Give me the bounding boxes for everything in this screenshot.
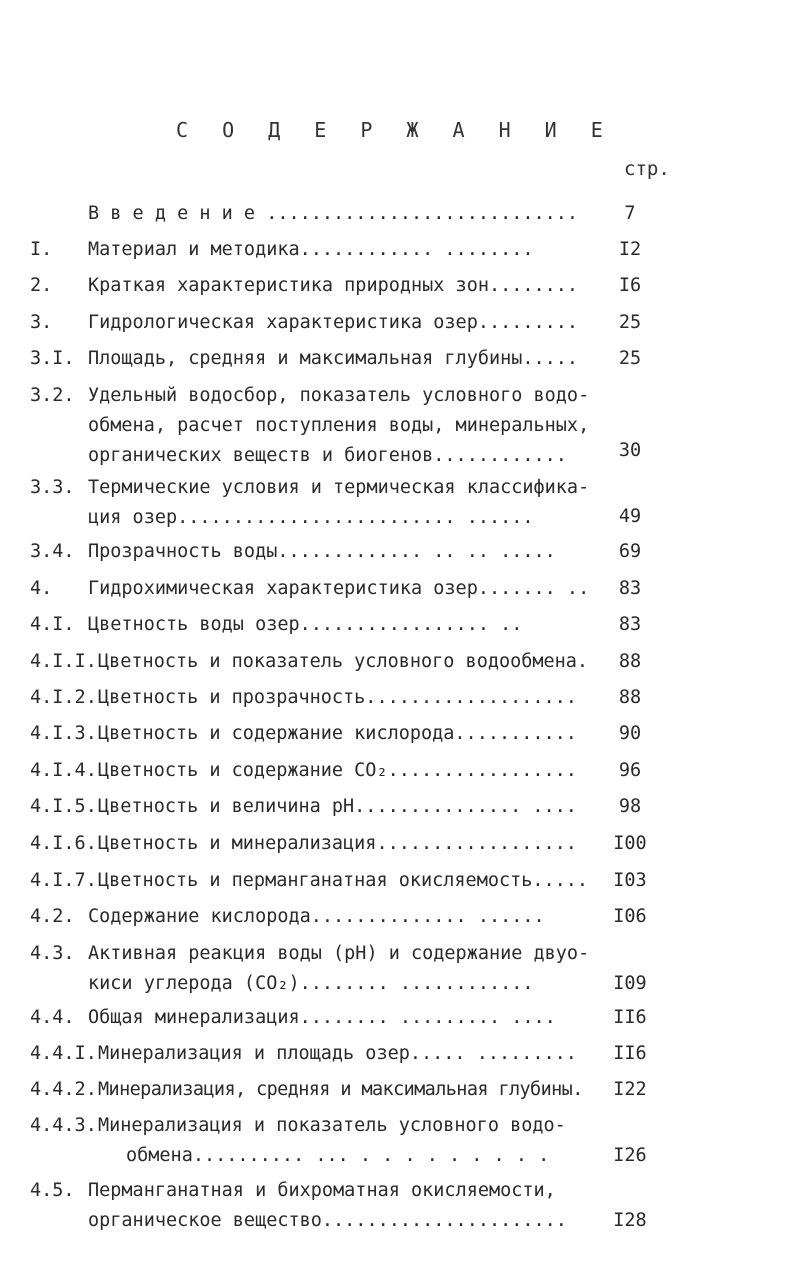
toc-entry-title <box>88 199 628 229</box>
toc-entry-title <box>98 719 638 749</box>
toc-entry-line: ция озер......................... ...... <box>88 507 534 528</box>
toc-entry-title <box>88 610 628 640</box>
page-column-label: стр. <box>624 158 670 180</box>
toc-entry-title <box>88 1176 628 1236</box>
toc-entry-number: 4.I.7. <box>30 870 97 891</box>
toc-entry-line: Краткая характеристика природных зон........ <box>88 275 579 296</box>
toc-entry-number: 4.I.2. <box>30 687 97 708</box>
toc-entry-line: В в е д е н и е ............................ <box>88 203 579 224</box>
toc-entry-line: Минерализация, средняя и максимальная глубины. <box>98 1079 583 1100</box>
toc-entry-number: 4.I.3. <box>30 723 97 744</box>
toc-entry-title <box>88 574 628 604</box>
toc-entry-page: I28 <box>613 1210 647 1231</box>
toc-entry-line: Цветность и содержание кислорода........... <box>98 723 577 744</box>
toc-entry-number: 3.I. <box>30 348 75 369</box>
toc-entry-number: 4.4.2. <box>30 1079 97 1100</box>
toc-entry-line: Цветность и показатель условного водообмена. <box>98 651 589 672</box>
toc-entry-page: I22 <box>613 1079 647 1100</box>
toc-entry-line: Минерализация и показатель условного водо- <box>98 1115 566 1136</box>
toc-entry-line: обмена, расчет поступления воды, минеральных, <box>88 415 590 436</box>
toc-entry-page: I26 <box>613 1145 647 1166</box>
toc-entry-title <box>88 308 628 338</box>
toc-entry-line: Термические условия и термическая классифика- <box>88 477 590 498</box>
toc-entry-page: I6 <box>618 275 642 296</box>
toc-entry-line: Площадь, средняя и максимальная глубины..... <box>88 348 579 369</box>
toc-entry-page: 90 <box>618 723 642 744</box>
toc-entry-title <box>98 756 638 786</box>
toc-entry-title <box>98 1111 638 1171</box>
toc-entry-title <box>88 235 628 265</box>
toc-entry-title <box>98 647 638 677</box>
toc-entry-title <box>88 537 628 567</box>
toc-entry-line: Цветность воды озер................. .. <box>88 614 523 635</box>
toc-entry-title <box>88 381 628 471</box>
toc-entry-number: 4.4. <box>30 1007 75 1028</box>
toc-entry-number: 4.5. <box>30 1180 75 1201</box>
toc-entry-number: I. <box>30 239 53 260</box>
toc-entry-line: Цветность и минерализация.................. <box>98 833 577 854</box>
toc-entry-page: II6 <box>613 1043 647 1064</box>
toc-entry-number: 4.I.I. <box>30 651 97 672</box>
toc-entry-number: 3.4. <box>30 541 75 562</box>
toc-entry-page: 7 <box>624 203 636 224</box>
toc-entry-title <box>88 902 628 932</box>
toc-entry-line: киси углерода (CO₂)........ ............ <box>88 973 534 994</box>
toc-entry-number: 4.I.6. <box>30 833 97 854</box>
toc-entry-page: I2 <box>618 239 642 260</box>
toc-entry-page: 69 <box>618 541 642 562</box>
toc-entry-line: обмена.......... ... . . . . . . . . . <box>126 1145 550 1166</box>
toc-entry-line: Цветность и величина pH............... .... <box>98 796 577 817</box>
toc-entry-line: Материал и методика............ ........ <box>88 239 534 260</box>
toc-entry-page: I03 <box>613 870 647 891</box>
toc-entry-page: 88 <box>618 687 642 708</box>
toc-entry-page: 49 <box>618 506 642 527</box>
toc-entry-title <box>98 1075 603 1105</box>
toc-entry-page: I00 <box>613 833 647 854</box>
toc-entry-number: 2. <box>30 275 53 296</box>
toc-entry-line: органическое вещество...................... <box>88 1210 567 1231</box>
toc-entry-title <box>88 271 628 301</box>
toc-entry-title <box>98 829 638 859</box>
toc-entry-page: 83 <box>618 578 642 599</box>
toc-entry-title <box>88 344 628 374</box>
toc-entry-title <box>98 866 638 896</box>
toc-entry-title <box>88 473 628 533</box>
toc-entry-title <box>98 1039 638 1069</box>
toc-entry-number: 4.I.5. <box>30 796 97 817</box>
toc-entry-title <box>98 792 638 822</box>
toc-entry-number: 3.3. <box>30 477 75 498</box>
toc-entry-page: 83 <box>618 614 642 635</box>
toc-entry-line: Минерализация и площадь озер..... ......... <box>98 1043 577 1064</box>
toc-entry-page: I06 <box>613 906 647 927</box>
toc-entry-title <box>98 683 638 713</box>
toc-entry-title <box>88 939 628 999</box>
toc-entry-number: 4.2. <box>30 906 75 927</box>
toc-entry-page: 25 <box>618 312 642 333</box>
toc-entry-line: Гидрологическая характеристика озер......... <box>88 312 579 333</box>
toc-entry-page: II6 <box>613 1007 647 1028</box>
toc-entry-line: Гидрохимическая характеристика озер....... .. <box>88 578 590 599</box>
toc-entry-number: 4.I. <box>30 614 75 635</box>
toc-entry-line: Цветность и перманганатная окисляемость..... <box>98 870 589 891</box>
toc-entry-line: Удельный водосбор, показатель условного водо- <box>88 385 590 406</box>
toc-entry-line: Перманганатная и бихроматная окисляемости, <box>88 1180 556 1201</box>
toc-entry-line: Содержание кислорода.............. ...... <box>88 906 545 927</box>
toc-entry-line: Активная реакция воды (pH) и содержание двуо- <box>88 943 590 964</box>
toc-entry-number: 3.2. <box>30 385 75 406</box>
toc-entry-number: 4.4.I. <box>30 1043 97 1064</box>
toc-entry-page: 30 <box>618 440 642 461</box>
toc-entry-line: Цветность и прозрачность................... <box>98 687 577 708</box>
toc-entry-line: Прозрачность воды............. .. .. ..... <box>88 541 556 562</box>
toc-entry-page: 88 <box>618 651 642 672</box>
toc-entry-number: 4. <box>30 578 53 599</box>
toc-entry-number: 4.4.3. <box>30 1115 97 1136</box>
toc-entry-number: 3. <box>30 312 53 333</box>
page-title: С О Д Е Р Ж А Н И Е <box>176 118 614 142</box>
toc-entry-page: 98 <box>618 796 642 817</box>
toc-entry-page: 25 <box>618 348 642 369</box>
toc-entry-page: 96 <box>618 760 642 781</box>
toc-entry-number: 4.I.4. <box>30 760 97 781</box>
toc-entry-line: Общая минерализация........ ......... .... <box>88 1007 556 1028</box>
toc-entry-title <box>88 1003 628 1033</box>
toc-entry-number: 4.3. <box>30 943 75 964</box>
toc-entry-page: I09 <box>613 973 647 994</box>
toc-entry-line: Цветность и содержание CO₂................. <box>98 760 577 781</box>
toc-entry-line: органических веществ и биогенов............ <box>88 445 567 466</box>
